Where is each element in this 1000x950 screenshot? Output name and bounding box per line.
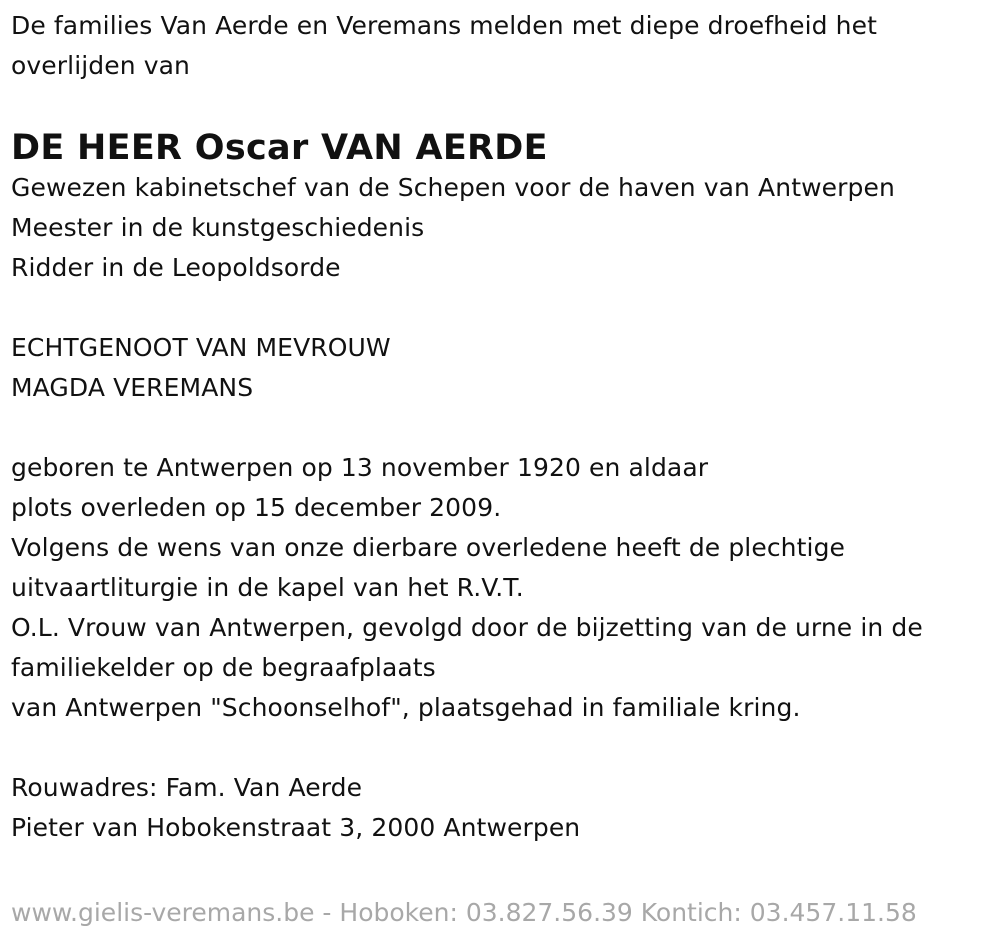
intro-line: overlijden van — [11, 51, 190, 80]
spacer — [11, 288, 991, 328]
spacer — [11, 408, 991, 448]
detail-line: Volgens de wens van onze dierbare overledene heeft de plechtige — [11, 533, 846, 562]
spouse-block — [11, 328, 991, 408]
detail-line: plots overleden op 15 december 2009. — [11, 493, 502, 522]
detail-line: familiekelder op de begraafplaats — [11, 653, 436, 682]
titles-block — [11, 168, 991, 288]
address-block — [11, 768, 991, 848]
intro-text — [11, 6, 991, 86]
spouse-line: ECHTGENOOT VAN MEVROUW — [11, 333, 391, 362]
death-notice — [11, 6, 991, 848]
funeral-home-footer: www.gielis-veremans.be - Hoboken: 03.827.56.39 Kontich: 03.457.11.58 — [11, 898, 917, 927]
spacer — [11, 728, 991, 768]
title-line: Meester in de kunstgeschiedenis — [11, 213, 425, 242]
address-line: Pieter van Hobokenstraat 3, 2000 Antwerpen — [11, 813, 581, 842]
title-line: Gewezen kabinetschef van de Schepen voor de haven van Antwerpen — [11, 173, 895, 202]
details-block — [11, 448, 991, 728]
intro-line: De families Van Aerde en Veremans melden met diepe droefheid het — [11, 11, 877, 40]
title-line: Ridder in de Leopoldsorde — [11, 253, 341, 282]
detail-line: van Antwerpen "Schoonselhof", plaatsgehad in familiale kring. — [11, 693, 801, 722]
spouse-line: MAGDA VEREMANS — [11, 373, 254, 402]
detail-line: geboren te Antwerpen op 13 november 1920 en aldaar — [11, 453, 709, 482]
detail-line: O.L. Vrouw van Antwerpen, gevolgd door de bijzetting van de urne in de — [11, 613, 923, 642]
detail-line: uitvaartliturgie in de kapel van het R.V.T. — [11, 573, 524, 602]
address-line: Rouwadres: Fam. Van Aerde — [11, 773, 363, 802]
deceased-name: DE HEER Oscar VAN AERDE — [11, 128, 548, 168]
